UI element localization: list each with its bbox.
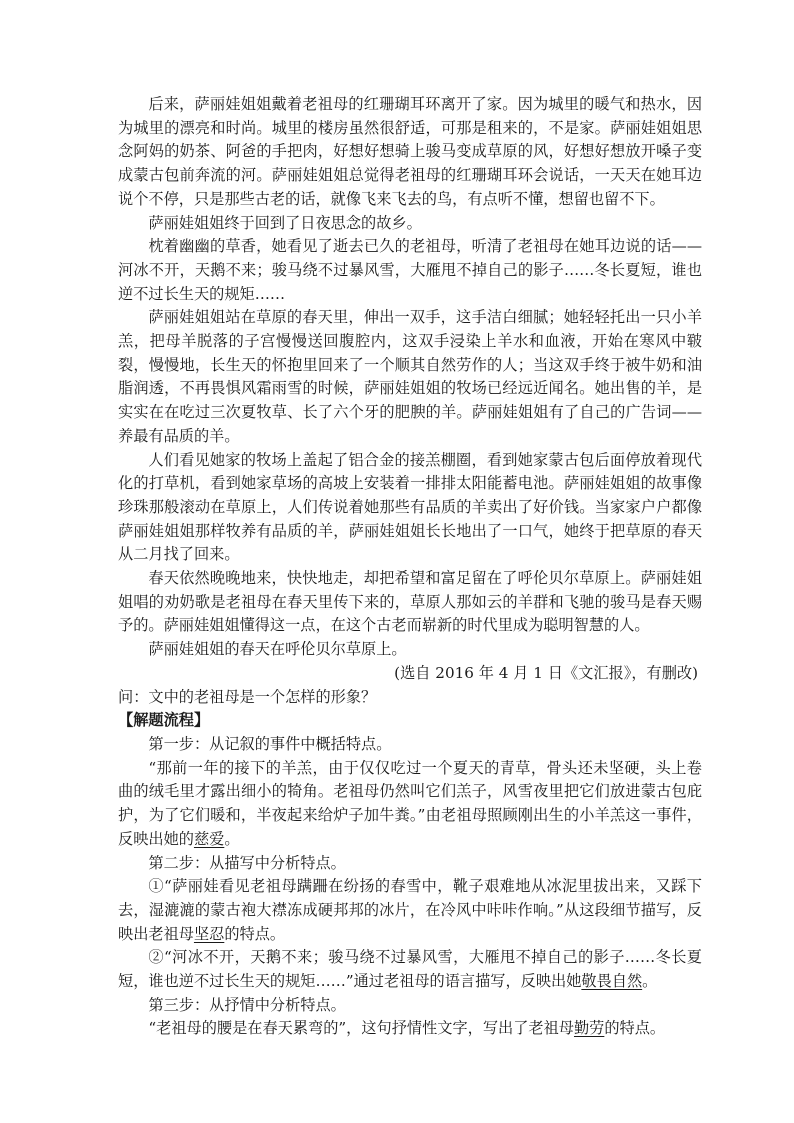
step-2-point-a (118, 875, 702, 946)
step-3-end: 的特点。 (604, 1019, 666, 1038)
question: 问：文中的老祖母是一个怎样的形象？ (118, 687, 377, 706)
step-1-title: 第一步：从记叙的事件中概括特点。 (148, 734, 392, 753)
solution-heading: 【解题流程】 (118, 711, 210, 730)
story-paragraph-3: 枕着幽幽的草香，她看见了逝去已久的老祖母，听清了老祖母在她耳边说的话——河冰不开，天鹅不来；骏马绕不过暴风雪，大雁甩不掉自己的影子……冬长夏短，谁也逆不过长生天的规矩…… (118, 237, 702, 303)
step-1-text (118, 757, 702, 852)
story-paragraph-7: 萨丽娃姐姐的春天在呼伦贝尔草原上。 (148, 640, 407, 659)
step-2-point-b (118, 946, 702, 993)
source-citation: (选自 2016 年 4 月 1 日《文汇报》，有删改) (394, 663, 698, 682)
step-3-keyword: 勤劳 (573, 1019, 605, 1038)
step-2-a-keyword: 坚忍 (193, 924, 225, 943)
story-paragraph-5: 人们看见她家的牧场上盖起了铝合金的接羔棚圈，看到她家蒙古包后面停放着现代化的打草机，看到她家草场的高坡上安装着一排排太阳能蓄电池。萨丽娃姐姐的故事像珍珠那般滚动在草原上，人们传说着她那些有品质的羊卖出了好价钱。当家家户户都像萨丽娃姐姐那样牧养有品质的羊，萨丽娃姐姐长长地出了一口气，她终于把草原的春天从二月找了回来。 (118, 450, 702, 564)
step-2-a-end: 的特点。 (224, 924, 286, 943)
step-1-keyword: 慈爱 (193, 829, 225, 848)
story-paragraph-6: 春天依然晚晚地来，快快地走，却把希望和富足留在了呼伦贝尔草原上。萨丽娃姐姐唱的劝奶歌是老祖母在春天里传下来的，草原人那如云的羊群和飞驰的骏马是春天赐予的。萨丽娃姐姐懂得这一点，在这个古老而崭新的时代里成为聪明智慧的人。 (118, 569, 702, 635)
step-3-text (118, 1017, 702, 1041)
story-paragraph-4: 萨丽娃姐姐站在草原的春天里，伸出一双手，这手洁白细腻；她轻轻托出一只小羊羔，把母羊脱落的子宫慢慢送回腹腔内，这双手浸染上羊水和血液，开始在寒风中皲裂，慢慢地，长生天的怀抱里回来了一个顺其自然劳作的人；当这双手终于被牛奶和油脂润透，不再畏惧风霜雨雪的时候，萨丽娃姐姐的牧场已经远近闻名。她出售的羊，是实实在在吃过三次夏牧草、长了六个牙的肥腴的羊。萨丽娃姐姐有了自己的广告词——养最有品质的羊。 (118, 308, 702, 445)
step-3-title: 第三步：从抒情中分析特点。 (148, 995, 346, 1014)
step-2-a-body: ①“萨丽娃看见老祖母蹒跚在纷扬的春雪中，靴子艰难地从冰泥里拔出来，又踩下去，湿漉漉的蒙古袍大襟冻成硬邦邦的冰片，在冷风中咔咔作响。”从这段细节描写，反映出老祖母 (118, 877, 702, 943)
step-2-b-body: ②“河冰不开，天鹅不来；骏马绕不过暴风雪，大雁甩不掉自己的影子……冬长夏短，谁也逆不过长生天的规矩……”通过老祖母的语言描写，反映出她 (118, 948, 702, 991)
step-2-b-end: 。 (642, 972, 658, 991)
step-2-title: 第二步：从描写中分析特点。 (148, 853, 346, 872)
step-3-body: “老祖母的腰是在春天累弯的”，这句抒情性文字，写出了老祖母 (148, 1019, 574, 1038)
document-page (118, 93, 702, 1041)
step-1-end: 。 (224, 829, 240, 848)
step-1-body: “那前一年的接下的羊羔，由于仅仅吃过一个夏天的青草，骨头还未坚硬，头上卷曲的绒毛里才露出细小的犄角。老祖母仍然叫它们羔子，风雪夜里把它们放进蒙古包庇护，为了它们暖和，半夜起来给炉子加牛粪。”由老祖母照顾刚出生的小羊羔这一事件，反映出她的 (118, 758, 702, 848)
step-2-b-keyword: 敬畏自然 (581, 972, 643, 991)
story-paragraph-2: 萨丽娃姐姐终于回到了日夜思念的故乡。 (148, 213, 422, 232)
story-paragraph-1: 后来，萨丽娃姐姐戴着老祖母的红珊瑚耳环离开了家。因为城里的暖气和热水，因为城里的漂亮和时尚。城里的楼房虽然很舒适，可那是租来的，不是家。萨丽娃姐姐思念阿妈的奶茶、阿爸的手把肉，好想好想骑上骏马变成草原的风，好想好想放开嗓子变成蒙古包前奔流的河。萨丽娃姐姐总觉得老祖母的红珊瑚耳环会说话，一天天在她耳边说个不停，只是那些古老的话，就像飞来飞去的鸟，有点听不懂，想留也留不下。 (118, 95, 702, 208)
